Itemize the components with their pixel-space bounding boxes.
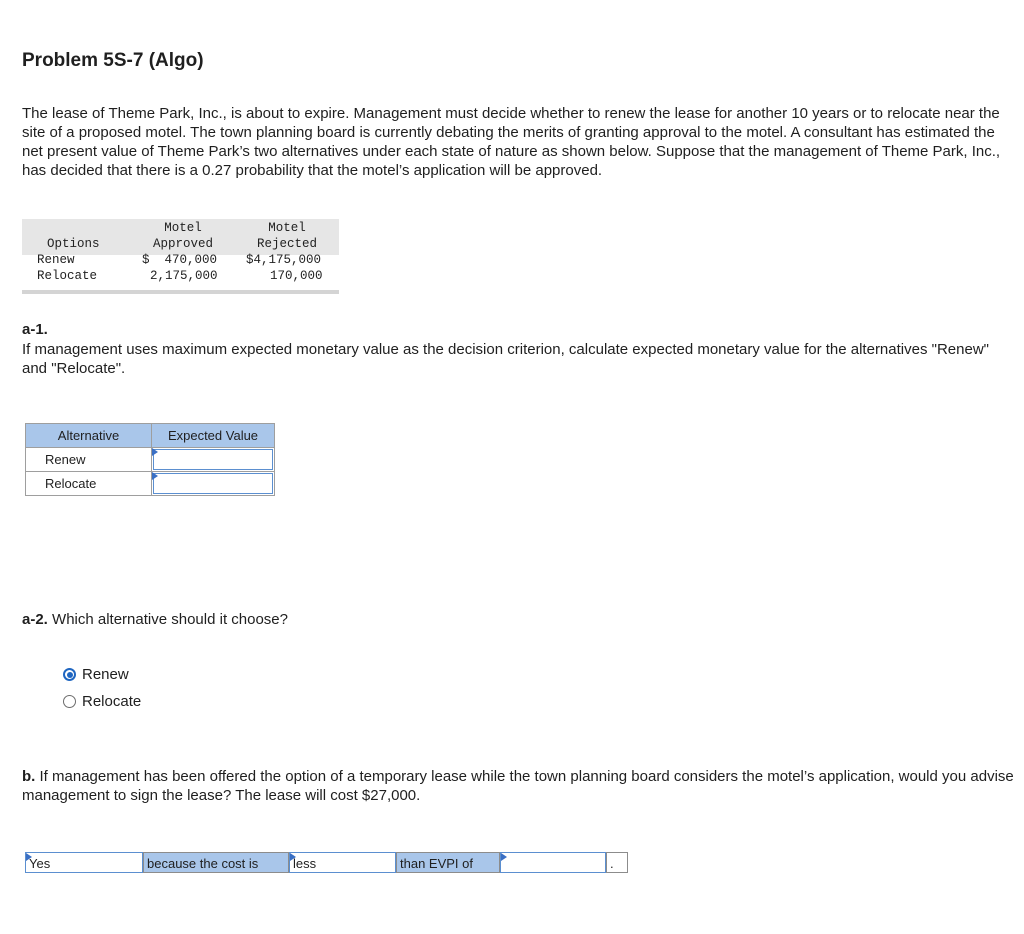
radio-label-relocate[interactable]: Relocate <box>82 693 142 710</box>
radio-label-renew[interactable]: Renew <box>82 666 129 683</box>
because-label: because the cost is <box>143 852 289 873</box>
renew-expected-value-input[interactable] <box>152 448 275 472</box>
payoff-table-bottom-rule <box>22 290 339 294</box>
radio-checked-icon[interactable] <box>63 668 76 681</box>
question-b <box>22 767 1017 805</box>
question-a1-text: If management uses maximum expected monetary value as the decision criterion, calculate expected monetary value for the alternatives "Renew" and "Relocate". <box>22 341 989 377</box>
renew-approved-value: $ 470,000 <box>142 253 218 267</box>
question-a2 <box>22 611 288 628</box>
relocate-approved-value: 2,175,000 <box>150 269 218 283</box>
col-header-rejected: Motel Rejected <box>256 221 317 251</box>
renew-ev-input-box[interactable] <box>153 449 273 470</box>
evpi-label: than EVPI of <box>396 852 500 873</box>
header-alternative: Alternative <box>26 424 152 448</box>
expected-value-table <box>25 423 275 496</box>
payoff-table <box>22 219 339 295</box>
advice-dropdown-value[interactable]: Yes <box>29 856 51 871</box>
relocate-expected-value-input[interactable] <box>152 472 275 496</box>
input-marker-icon <box>501 853 507 861</box>
question-a2-label: a-2. <box>22 611 48 628</box>
period-cell: . <box>606 852 628 873</box>
radio-option-renew[interactable] <box>63 666 129 683</box>
question-b-text: If management has been offered the option of a temporary lease while the town planning board considers the motel’s application, would you advise management to sign the lease? The lease will cost $27,000. <box>22 768 1014 804</box>
question-b-label: b. <box>22 768 36 785</box>
input-marker-icon <box>152 448 158 456</box>
question-a1-label: a-1. <box>22 321 48 338</box>
evpi-input[interactable] <box>500 852 606 873</box>
radio-unchecked-icon[interactable] <box>63 695 76 708</box>
radio-option-relocate[interactable] <box>63 693 141 710</box>
question-a2-text: Which alternative should it choose? <box>52 611 288 628</box>
advice-dropdown[interactable] <box>25 852 143 873</box>
comparison-dropdown-value[interactable]: less <box>293 856 317 871</box>
alternative-relocate: Relocate <box>26 472 152 496</box>
renew-rejected-value: $4,175,000 <box>246 253 322 267</box>
relocate-ev-input-box[interactable] <box>153 473 273 494</box>
col-header-options: Options <box>47 237 100 251</box>
relocate-rejected-value: 170,000 <box>270 269 323 283</box>
input-marker-icon <box>290 853 296 861</box>
alternative-renew: Renew <box>26 448 152 472</box>
problem-title: Problem 5S-7 (Algo) <box>22 50 204 71</box>
input-marker-icon <box>26 853 32 861</box>
row-option-renew: Renew <box>37 253 75 267</box>
col-header-approved: Motel Approved <box>152 221 213 251</box>
row-option-relocate: Relocate <box>37 269 98 283</box>
problem-intro: The lease of Theme Park, Inc., is about to expire. Management must decide whether to renew the lease for another 10 years or to relocate near the site of a proposed motel. The town planning board is currently debating the merits of granting approval to the motel. A consultant has estimated the net present value of Theme Park’s two alternatives under each state of nature as shown below. Suppose that the management of Theme Park, Inc., has decided that there is a 0.27 probability that the motel’s application will be approved. <box>22 105 1001 179</box>
comparison-dropdown[interactable] <box>289 852 396 873</box>
input-marker-icon <box>152 472 158 480</box>
header-expected-value: Expected Value <box>152 424 275 448</box>
